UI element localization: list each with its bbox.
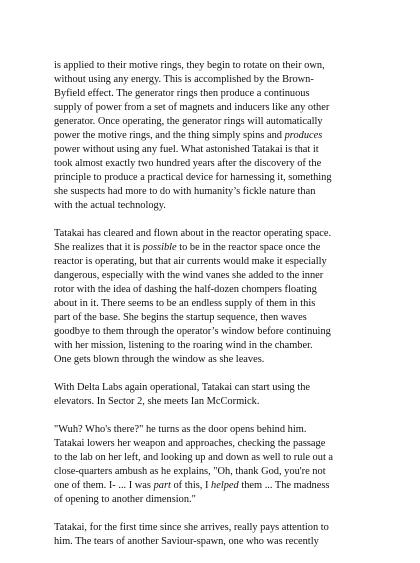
text-line — [54, 115, 376, 129]
text-segment: With Delta Labs again operational, Tatakai can start using the — [54, 382, 311, 393]
document-page — [54, 59, 376, 563]
text-line — [54, 535, 376, 549]
text-line — [54, 325, 376, 339]
text-segment: Tatakai, for the first time since she arrives, really pays attention to — [54, 522, 329, 533]
text-line — [54, 87, 376, 101]
text-line — [54, 423, 376, 437]
text-segment: one of them. I- ... I was — [54, 480, 154, 491]
text-segment: of opening to another dimension." — [54, 494, 196, 505]
text-segment: power the motive rings, and the thing simply spins and — [54, 130, 285, 141]
text-line — [54, 381, 376, 395]
text-segment: elevators. In Sector 2, she meets Ian McCormick. — [54, 396, 260, 407]
text-line — [54, 73, 376, 87]
text-line — [54, 339, 376, 353]
text-line — [54, 269, 376, 283]
text-segment: took almost exactly two hundred years after the discovery of the — [54, 158, 322, 169]
text-segment: him. The tears of another Saviour-spawn, one who was recently — [54, 536, 319, 547]
text-line — [54, 129, 376, 143]
text-line — [54, 143, 376, 157]
text-segment: about in it. There seems to be an endless supply of them in this — [54, 298, 316, 309]
text-segment: rotor with the idea of dashing the half-dozen chompers floating — [54, 284, 317, 295]
text-segment: "Wuh? Who's there?" he turns as the door opens behind him. — [54, 424, 307, 435]
text-segment: with her mission, listening to the roaring wind in the chamber. — [54, 340, 313, 351]
text-segment: without using any energy. This is accomplished by the Brown- — [54, 74, 314, 85]
text-line — [54, 101, 376, 115]
text-segment: them ... The madness — [238, 480, 330, 491]
text-segment: close-quarters ambush as he explains, "Oh, thank God, you're not — [54, 466, 326, 477]
text-line — [54, 59, 376, 73]
text-line — [54, 451, 376, 465]
text-line — [54, 171, 376, 185]
text-segment: to be in the reactor space once the — [176, 242, 321, 253]
text-segment: Byfield effect. The generator rings then produce a continuous — [54, 88, 310, 99]
text-segment: She realizes that it is — [54, 242, 143, 253]
text-line — [54, 521, 376, 535]
paragraph — [54, 423, 376, 507]
text-segment: she suspects had more to do with humanity’s fickle nature than — [54, 186, 316, 197]
text-segment: is applied to their motive rings, they begin to rotate on their own, — [54, 60, 325, 71]
text-segment: principle to produce a practical device for harnessing it, something — [54, 172, 332, 183]
paragraph — [54, 381, 376, 409]
text-line — [54, 227, 376, 241]
text-line — [54, 353, 376, 367]
text-segment: reactor is operating, but that air currents would make it especially — [54, 256, 327, 267]
text-line — [54, 283, 376, 297]
emphasized-text: helped — [211, 480, 239, 491]
paragraph — [54, 521, 376, 549]
text-line — [54, 255, 376, 269]
emphasized-text: part — [153, 480, 171, 491]
text-segment: Tatakai has cleared and flown about in the reactor operating space. — [54, 228, 332, 239]
text-line — [54, 395, 376, 409]
paragraph — [54, 227, 376, 367]
text-line — [54, 479, 376, 493]
emphasized-text: produces — [284, 130, 323, 141]
text-line — [54, 185, 376, 199]
text-segment: supply of power from a set of magnets and inducers like any other — [54, 102, 330, 113]
text-segment: generator. Once operating, the generator rings will automatically — [54, 116, 323, 127]
text-segment: One gets blown through the window as she leaves. — [54, 354, 265, 365]
text-segment: of this, I — [170, 480, 212, 491]
text-segment: Tatakai lowers her weapon and approaches, checking the passage — [54, 438, 326, 449]
text-line — [54, 157, 376, 171]
text-segment: power without using any fuel. What astonished Tatakai is that it — [54, 144, 319, 155]
text-segment: dangerous, especially with the wind vanes she added to the inner — [54, 270, 324, 281]
text-segment: goodbye to them through the operator’s window before continuing — [54, 326, 331, 337]
text-line — [54, 311, 376, 325]
text-line — [54, 199, 376, 213]
paragraph — [54, 59, 376, 213]
text-segment: part of the base. She begins the startup sequence, then waves — [54, 312, 307, 323]
text-segment: to the lab on her left, and looking up and down as well to rule out a — [54, 452, 334, 463]
text-line — [54, 297, 376, 311]
emphasized-text: possible — [142, 242, 177, 253]
text-line — [54, 465, 376, 479]
text-line — [54, 241, 376, 255]
text-line — [54, 493, 376, 507]
text-segment: with the actual technology. — [54, 200, 166, 211]
text-line — [54, 437, 376, 451]
